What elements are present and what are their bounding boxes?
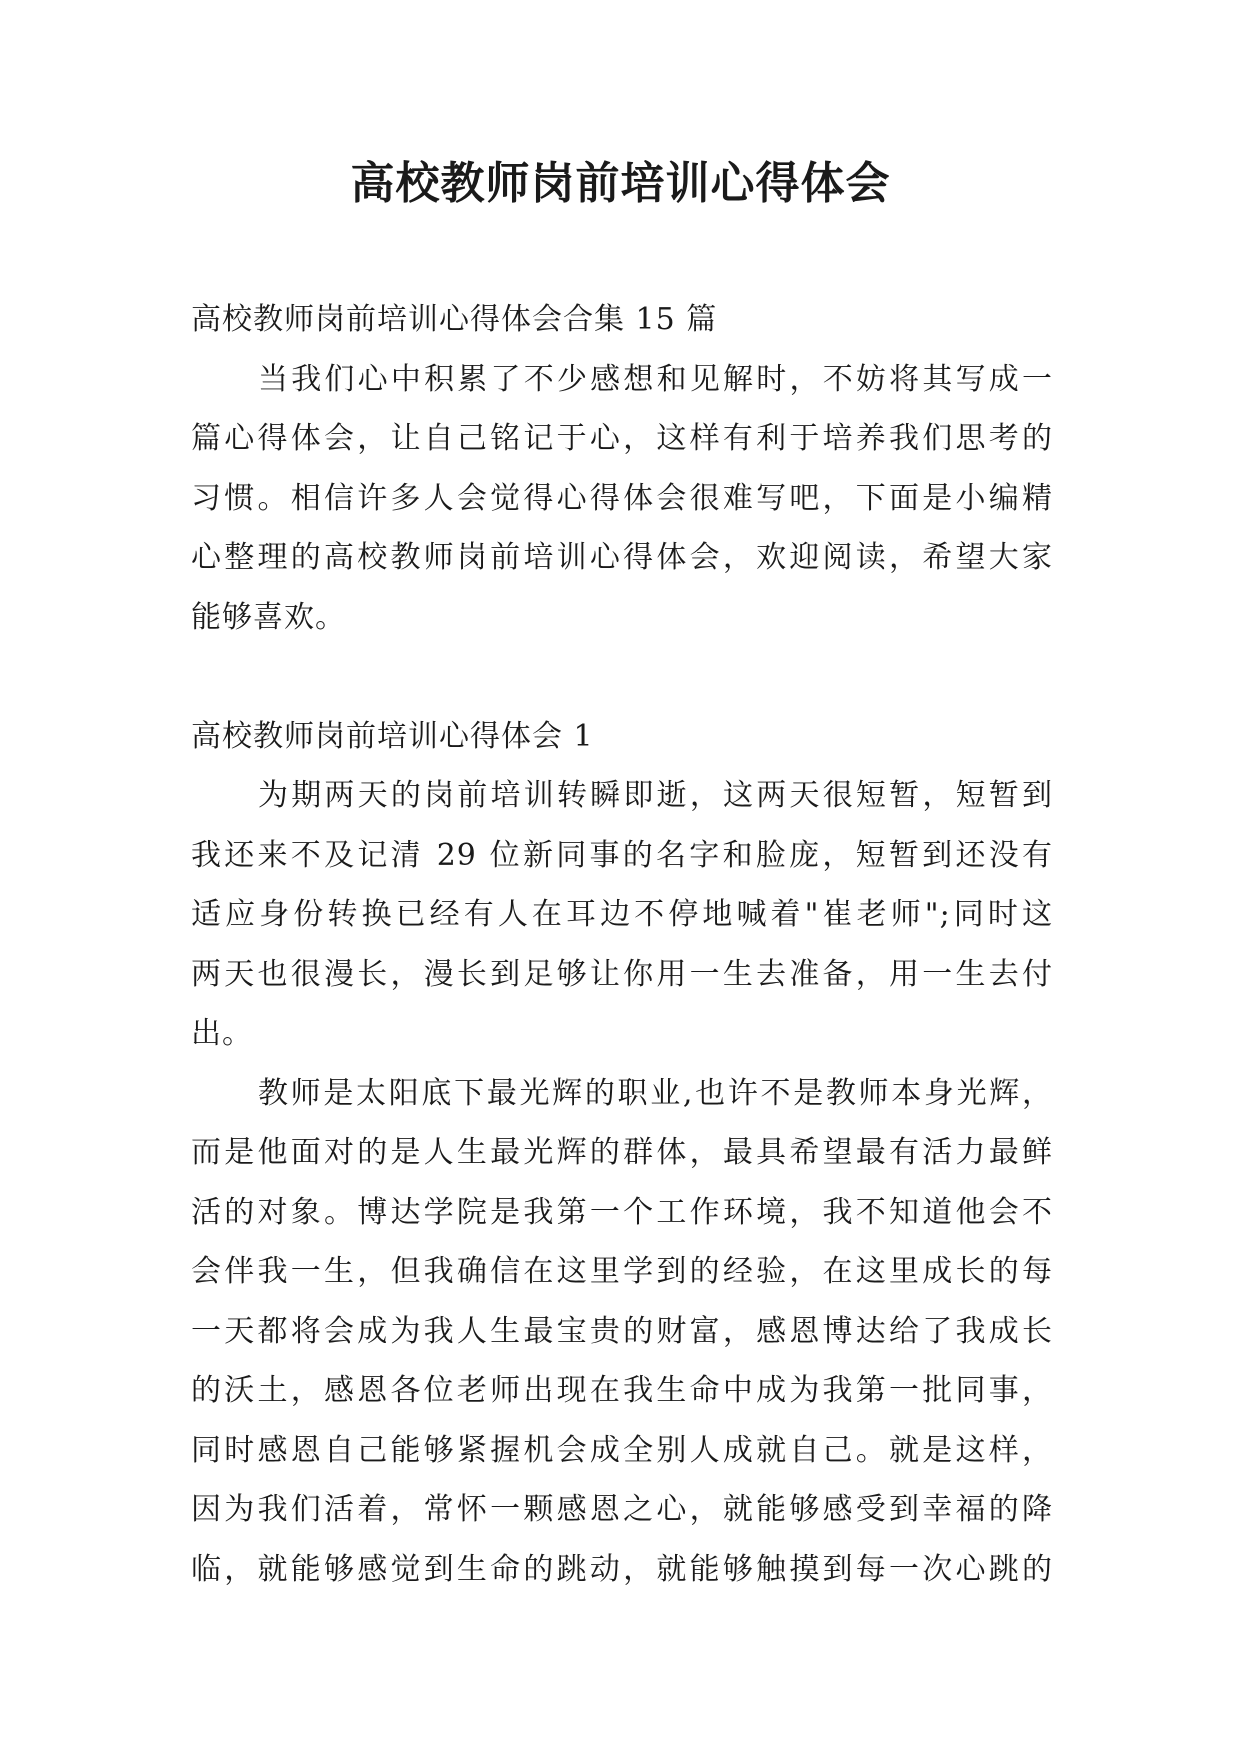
paragraph-line: 我还来不及记清 29 位新同事的名字和脸庞，短暂到还没有 (191, 837, 1053, 873)
paragraph-line: 能够喜欢。 (191, 599, 346, 635)
paragraph-line: 的沃土，感恩各位老师出现在我生命中成为我第一批同事， (191, 1373, 1053, 1408)
intro-paragraph (191, 350, 1053, 648)
section-heading: 高校教师岗前培训心得体会 1 (191, 718, 594, 754)
paragraph-line: 为期两天的岗前培训转瞬即逝，这两天很短暂，短暂到 (258, 778, 1053, 813)
paragraph-line: 一天都将会成为我人生最宝贵的财富，感恩博达给了我成长 (191, 1313, 1053, 1349)
paragraph-line: 两天也很漫长，漫长到足够让你用一生去准备，用一生去付 (191, 956, 1053, 992)
section-spacer (191, 647, 1053, 707)
paragraph-line: 当我们心中积累了不少感想和见解时，不妨将其写成一 (258, 361, 1053, 397)
paragraph-line: 篇心得体会，让自己铭记于心，这样有利于培养我们思考的 (191, 421, 1053, 456)
paragraph-line: 而是他面对的是人生最光辉的群体，最具希望最有活力最鲜 (191, 1135, 1053, 1170)
paragraph-line: 习惯。相信许多人会觉得心得体会很难写吧，下面是小编精 (191, 480, 1053, 516)
paragraph-line: 适应身份转换已经有人在耳边不停地喊着"崔老师";同时这 (191, 897, 1053, 932)
paragraph-line: 临，就能够感觉到生命的跳动，就能够触摸到每一次心跳的 (191, 1551, 1053, 1587)
paragraph-line: 会伴我一生，但我确信在这里学到的经验，在这里成长的每 (191, 1254, 1053, 1289)
collection-heading: 高校教师岗前培训心得体会合集 15 篇 (191, 302, 718, 337)
section1-paragraph-2 (191, 1064, 1053, 1600)
paragraph-line: 心整理的高校教师岗前培训心得体会，欢迎阅读，希望大家 (191, 540, 1053, 575)
paragraph-line: 教师是太阳底下最光辉的职业,也许不是教师本身光辉， (258, 1075, 1053, 1111)
paragraph-line: 因为我们活着，常怀一颗感恩之心，就能够感受到幸福的降 (191, 1492, 1053, 1527)
paragraph-line: 出。 (191, 1016, 253, 1051)
paragraph-line: 同时感恩自己能够紧握机会成全别人成就自己。就是这样， (191, 1432, 1053, 1468)
page-title: 高校教师岗前培训心得体会 (350, 158, 891, 209)
paragraph-line: 活的对象。博达学院是我第一个工作环境，我不知道他会不 (191, 1194, 1053, 1230)
document-body (191, 290, 1053, 1599)
section1-paragraph-1 (191, 766, 1053, 1064)
